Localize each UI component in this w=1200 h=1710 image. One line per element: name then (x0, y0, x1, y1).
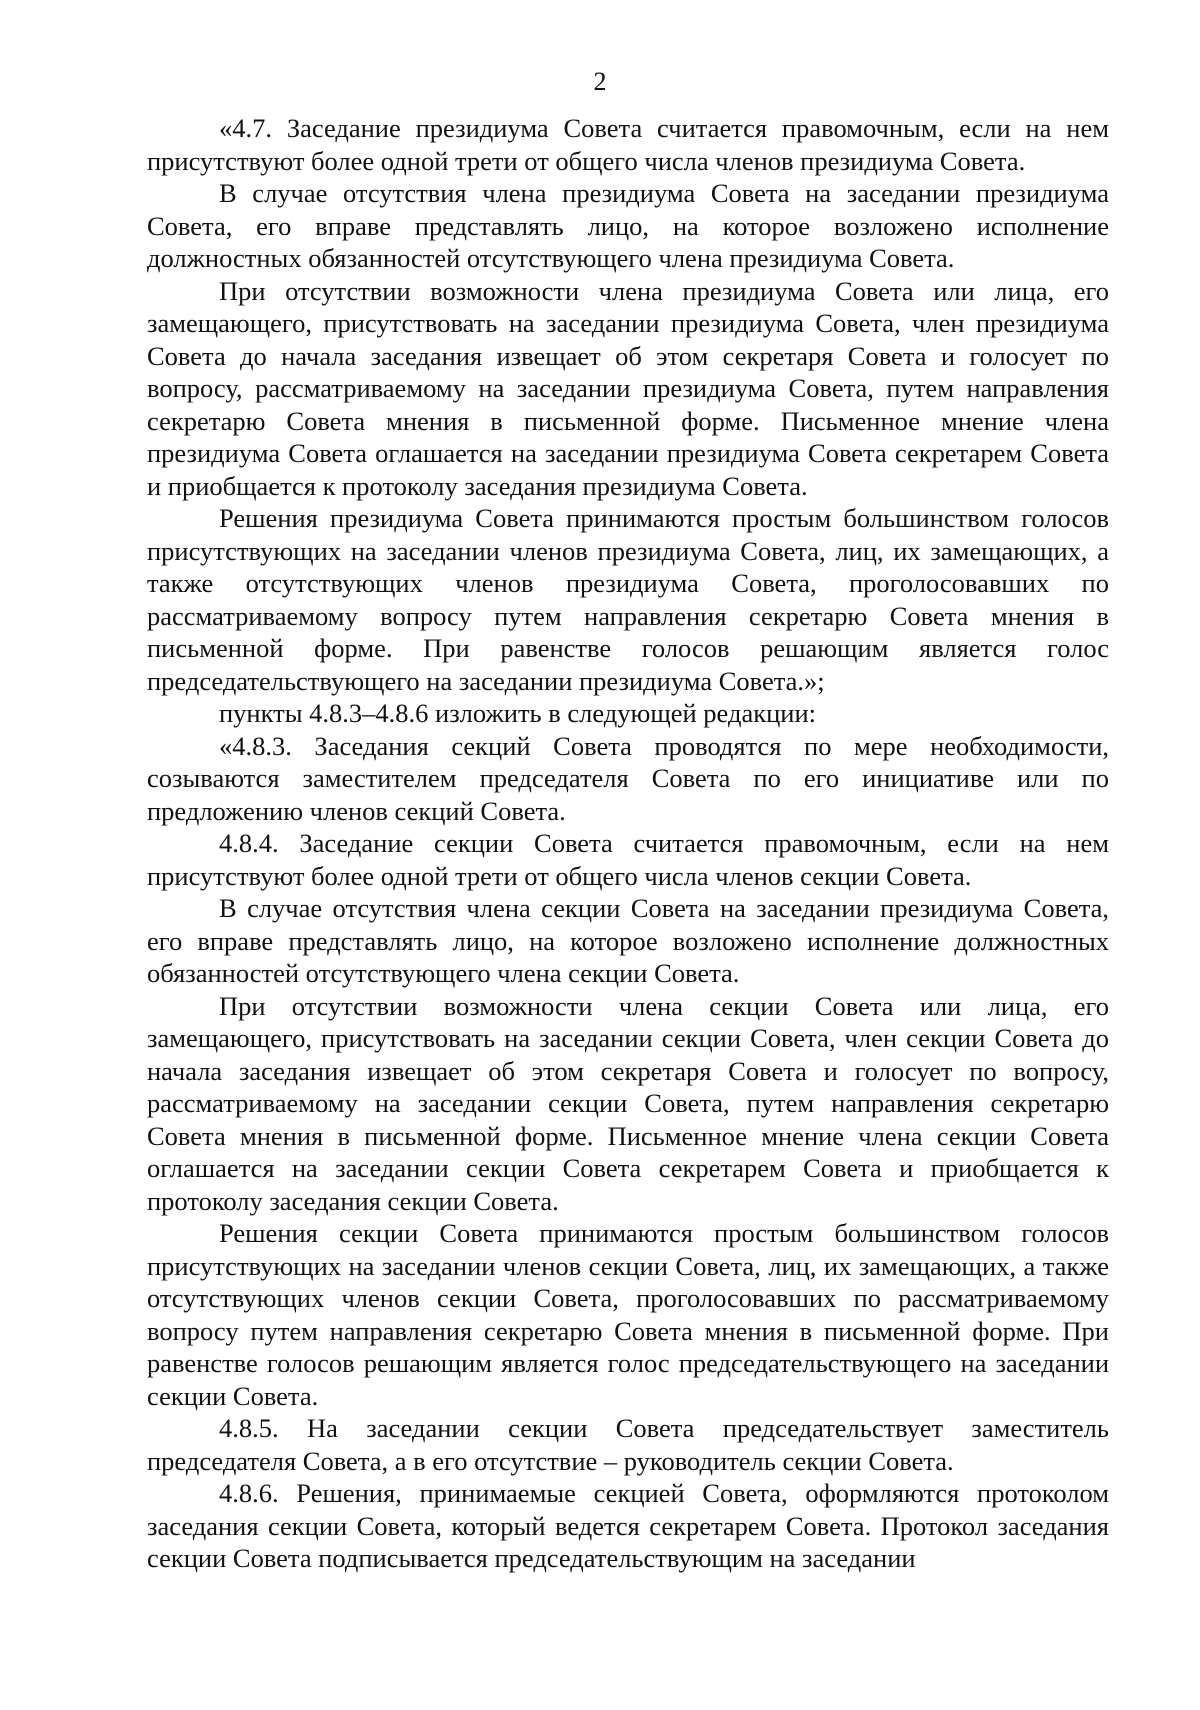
paragraph-presidium-absence: В случае отсутствия члена президиума Совета на заседании президиума Совета, его вправе представлять лицо, на которое возложено исполнение должностных обязанностей отсутствующего члена президиума Совета. (147, 178, 1109, 273)
paragraph-presidium-written-opinion: При отсутствии возможности члена президиума Совета или лица, его замещающего, присутствовать на заседании президиума Совета, член президиума Совета до начала заседания извещает об этом секретаря Совета и голосует по вопросу, рассматриваемому на заседании президиума Совета, путем направления секретарю Совета мнения в письменной форме. Письменное мнение члена президиума Совета оглашается на заседании президиума Совета секретарем Совета и приобщается к протоколу заседания президиума Совета. (147, 275, 1109, 501)
paragraph-4-8-5: 4.8.5. На заседании секции Совета председательствует заместитель председателя Совета, а в его отсутствие – руководитель секции Совета. (147, 1413, 1109, 1476)
paragraph-4-7: «4.7. Заседание президиума Совета считается правомочным, если на нем присутствуют более одной трети от общего числа членов президиума Совета. (147, 113, 1109, 176)
page-number: 2 (593, 67, 607, 96)
paragraph-section-absence: В случае отсутствия члена секции Совета на заседании президиума Совета, его вправе представлять лицо, на которое возложено исполнение должностных обязанностей отсутствующего члена секции Совета. (147, 893, 1109, 988)
paragraph-amendment-intro: пункты 4.8.3–4.8.6 изложить в следующей редакции: (219, 698, 817, 728)
paragraph-4-8-4: 4.8.4. Заседание секции Совета считается правомочным, если на нем присутствуют более одной трети от общего числа членов секции Совета. (147, 828, 1109, 891)
paragraph-presidium-decisions: Решения президиума Совета принимаются простым большинством голосов присутствующих на заседании членов президиума Совета, лиц, их замещающих, а также отсутствующих членов президиума Совета, проголосовавших по рассматриваемому вопросу путем направления секретарю Совета мнения в письменной форме. При равенстве голосов решающим является голос председательствующего на заседании президиума Совета.»; (147, 503, 1109, 696)
document-body (147, 112, 1109, 1575)
paragraph-section-written-opinion: При отсутствии возможности члена секции Совета или лица, его замещающего, присутствовать на заседании секции Совета, член секции Совета до начала заседания извещает об этом секретаря Совета и голосует по вопросу, рассматриваемому на заседании секции Совета, путем направления секретарю Совета мнения в письменной форме. Письменное мнение члена секции Совета оглашается на заседании секции Совета секретарем Совета и приобщается к протоколу заседания секции Совета. (147, 990, 1109, 1216)
paragraph-4-8-3: «4.8.3. Заседания секций Совета проводятся по мере необходимости, созываются заместителем председателя Совета по его инициативе или по предложению членов секций Совета. (147, 730, 1109, 826)
paragraph-section-decisions: Решения секции Совета принимаются простым большинством голосов присутствующих на заседании членов секции Совета, лиц, их замещающих, а также отсутствующих членов секции Совета, проголосовавших по рассматриваемому вопросу путем направления секретарю Совета мнения в письменной форме. При равенстве голосов решающим является голос председательствующего на заседании секции Совета. (147, 1218, 1109, 1411)
paragraph-4-8-6: 4.8.6. Решения, принимаемые секцией Совета, оформляются протоколом заседания секции Совета, который ведется секретарем Совета. Протокол заседания секции Совета подписывается председательствующим на заседании (147, 1478, 1109, 1573)
